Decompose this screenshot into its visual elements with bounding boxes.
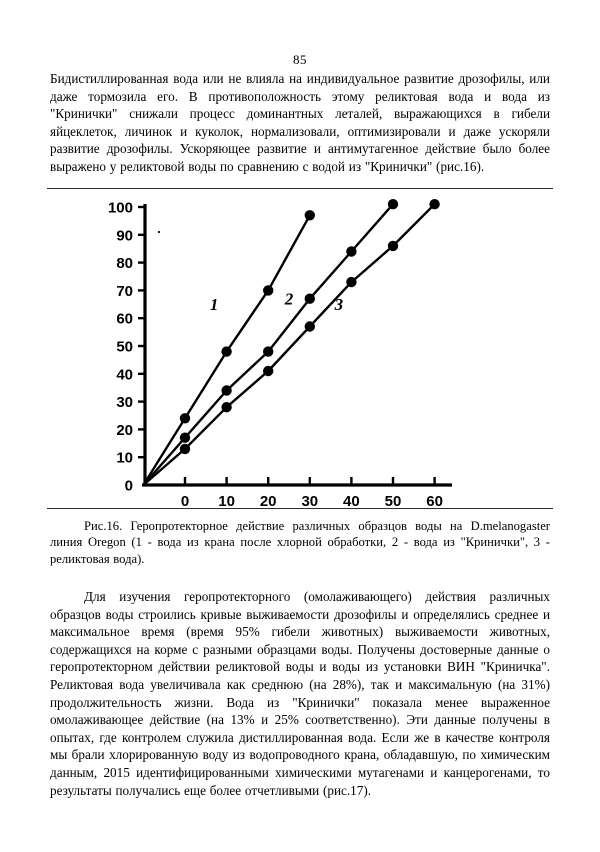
- data-point-marker: [346, 277, 356, 287]
- data-point-marker: [305, 321, 315, 331]
- curve-label-2: 2: [284, 289, 294, 309]
- data-point-marker: [221, 402, 231, 412]
- x-axis-tick-label: 0: [180, 493, 190, 506]
- data-point-marker: [388, 241, 398, 251]
- paragraph-text: Бидистиллированная вода или не влияла на индивидуальное развитие дрозофилы, или даже тормозила его. В противоположность этому реликтовая вода и вода из "Кринички" снижали процесс доминантных леталей, выражающихся в гибели яйцеклеток, личинок и куколок, нормализовали, оптимизировали и даже ускоряли развитие дрозофилы. Ускоряющее развитие и антимутагенное действие было более выражено у реликтовой воды по сравнению с водой из "Кринички" (рис.16).: [50, 71, 550, 174]
- scan-speck: [158, 231, 160, 233]
- x-axis-tick-label: 30: [301, 493, 319, 506]
- y-axis-tick-label: 50: [116, 338, 133, 356]
- survival-curves-chart: [0, 186, 600, 506]
- y-axis-tick-label: 30: [116, 394, 133, 412]
- y-axis-tick-label: 90: [116, 227, 133, 245]
- paragraph-text: Для изучения геропротекторного (омолаживающего) действия различных образцов воды строились кривые выживаемости дрозофилы и определялись среднее и максимальное время (время 95% гибели животных) выживаемости животных, содержащихся на корме с разными образцами воды. Получены достоверные данные о геропротекторном действии реликтовой воды и воды из установки ВИН "Криничка". Реликтовая вода увеличивала как среднюю (на 28%), так и максимальную (на 31%) продолжительность жизни. Вода из "Кринички" показала менее выраженное омолаживающее действие (на 13% и 25% соответственно). Эти данные получены в опытах, где контролем служила дистиллированная вода. Если же в качестве контроля мы брали хлорированную воду из водопроводного крана, обладавшую, по химическим данным, 2015 идентифицированными химическими мутагенами и канцерогенами, то результаты получались еще более отчетливыми (рис.17).: [50, 589, 550, 798]
- data-point-marker: [221, 385, 231, 395]
- figure-16: [0, 186, 600, 506]
- data-point-marker: [429, 199, 439, 209]
- data-point-marker: [305, 294, 315, 304]
- x-axis-tick-label: 50: [384, 493, 402, 506]
- y-axis-tick-label: 40: [116, 366, 133, 384]
- data-point-marker: [180, 433, 190, 443]
- series-3: [143, 199, 439, 485]
- y-axis-tick-label: 80: [116, 255, 133, 273]
- x-axis-tick-label: 40: [343, 493, 360, 506]
- figure-caption-text: Рис.16. Геропротекторное действие различных образцов воды на D.melanogaster линия Oregon (1 - вода из крана после хлорной обработки, 2 - вода из "Кринички", 3 - реликтовая вода).: [50, 519, 550, 566]
- y-axis-tick-label: 70: [116, 282, 133, 300]
- series-line: [143, 204, 393, 485]
- data-point-marker: [263, 366, 273, 376]
- x-axis-tick-label: 10: [218, 493, 235, 506]
- curve-label-3: 3: [334, 294, 344, 314]
- body-paragraph-main: [50, 588, 550, 799]
- y-axis-tick-label: 60: [116, 310, 133, 328]
- x-axis-tick-label: 60: [426, 493, 443, 506]
- y-axis-tick-label: 100: [107, 199, 133, 217]
- page-number: 85: [293, 52, 307, 67]
- y-axis-tick-label: 20: [116, 421, 133, 439]
- data-point-marker: [388, 199, 398, 209]
- y-axis-tick-label: 10: [116, 449, 133, 467]
- series-2: [143, 199, 398, 485]
- figure-rule-bottom: [47, 508, 553, 509]
- data-point-marker: [263, 346, 273, 356]
- data-point-marker: [346, 246, 356, 256]
- data-point-marker: [221, 346, 231, 356]
- data-point-marker: [305, 210, 315, 220]
- body-paragraph-top: [50, 70, 550, 176]
- curve-label-1: 1: [209, 294, 219, 314]
- data-point-marker: [180, 413, 190, 423]
- x-axis-tick-label: 20: [259, 493, 277, 506]
- figure-caption: [50, 518, 550, 567]
- data-point-marker: [263, 285, 273, 295]
- data-point-marker: [180, 444, 190, 454]
- y-axis-tick-label: 0: [124, 477, 133, 495]
